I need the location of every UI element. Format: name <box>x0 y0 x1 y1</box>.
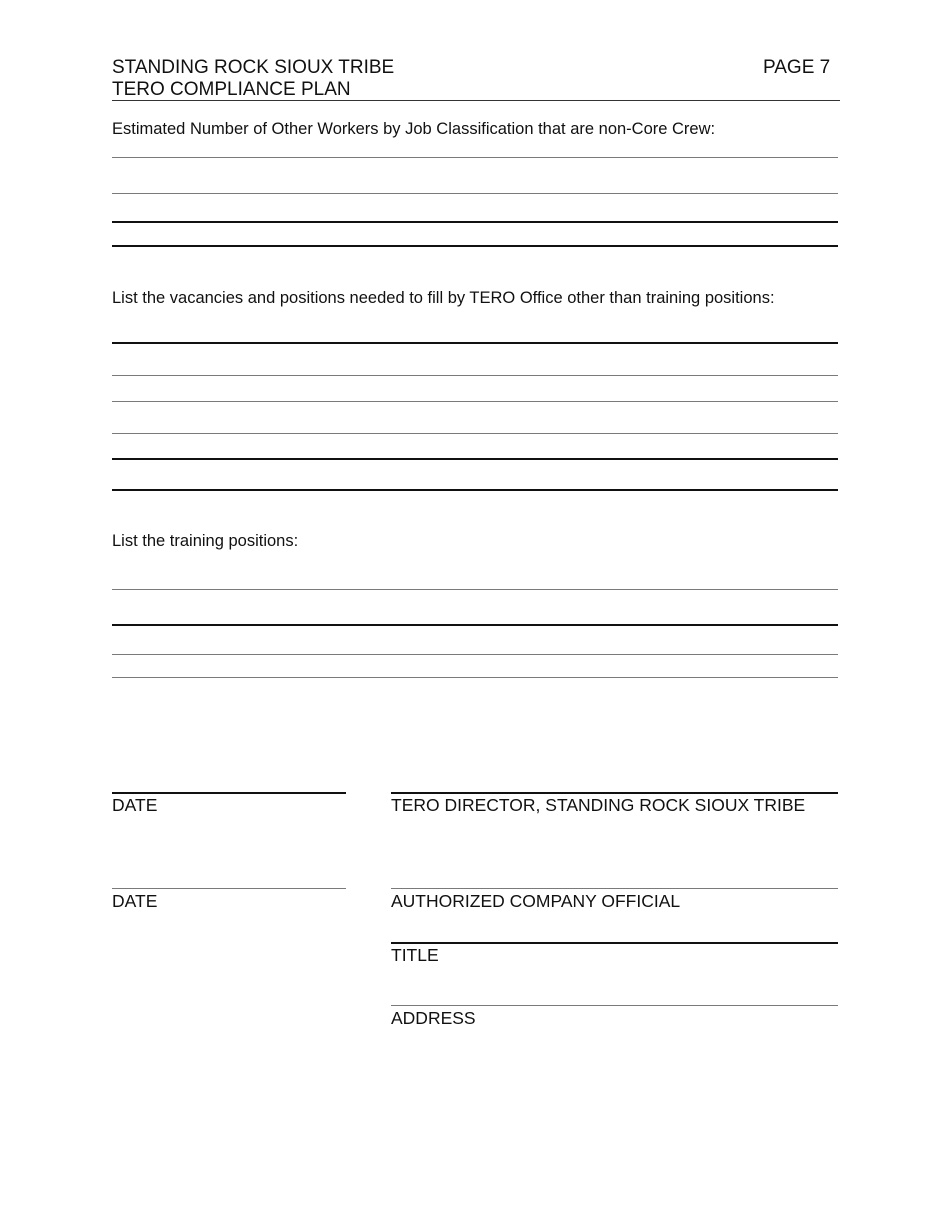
other-workers-prompt: Estimated Number of Other Workers by Job Classification that are non-Core Crew: <box>112 120 716 138</box>
address-label: ADDRESS <box>391 1008 476 1028</box>
vacancies-line-5[interactable] <box>112 458 838 460</box>
date-label-2: DATE <box>112 891 158 911</box>
vacancies-line-6[interactable] <box>112 489 838 491</box>
header-org: STANDING ROCK SIOUX TRIBE <box>112 57 395 78</box>
vacancies-prompt: List the vacancies and positions needed to fill by TERO Office other than training positions: <box>112 289 775 307</box>
other-workers-line-1[interactable] <box>112 157 838 158</box>
title-label: TITLE <box>391 945 439 965</box>
date-signature-line-1[interactable] <box>112 792 346 794</box>
header-plan: TERO COMPLIANCE PLAN <box>112 79 351 100</box>
director-label: TERO DIRECTOR, STANDING ROCK SIOUX TRIBE <box>391 795 806 815</box>
training-line-2[interactable] <box>112 624 838 626</box>
director-signature-line[interactable] <box>391 792 838 794</box>
header-divider <box>112 100 840 101</box>
training-prompt: List the training positions: <box>112 532 299 550</box>
date-label-1: DATE <box>112 795 158 815</box>
address-line[interactable] <box>391 1005 838 1006</box>
training-line-4[interactable] <box>112 677 838 678</box>
other-workers-line-2[interactable] <box>112 193 838 194</box>
official-label: AUTHORIZED COMPANY OFFICIAL <box>391 891 681 911</box>
other-workers-line-3[interactable] <box>112 221 838 223</box>
training-line-1[interactable] <box>112 589 838 590</box>
training-line-3[interactable] <box>112 654 838 655</box>
vacancies-line-1[interactable] <box>112 342 838 344</box>
official-signature-line[interactable] <box>391 888 838 889</box>
other-workers-line-4[interactable] <box>112 245 838 247</box>
vacancies-line-2[interactable] <box>112 375 838 376</box>
vacancies-line-3[interactable] <box>112 401 838 402</box>
title-line[interactable] <box>391 942 838 944</box>
date-signature-line-2[interactable] <box>112 888 346 889</box>
vacancies-line-4[interactable] <box>112 433 838 434</box>
page-number: PAGE 7 <box>763 57 831 78</box>
